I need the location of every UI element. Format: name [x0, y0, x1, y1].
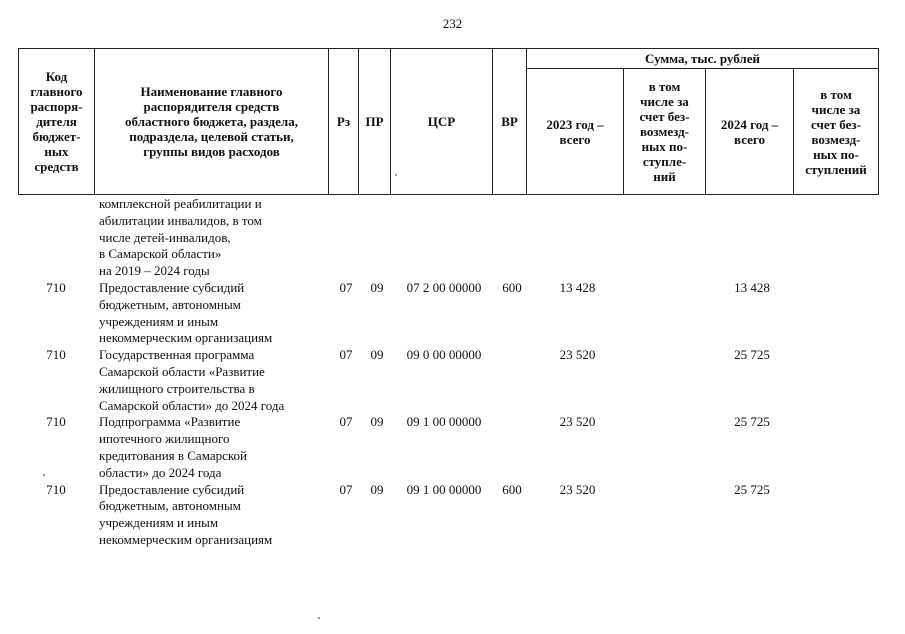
header-2024-free — [794, 69, 879, 195]
table-header — [18, 48, 879, 195]
row-csr: 07 2 00 00000 — [406, 279, 482, 295]
table-row — [18, 280, 888, 347]
row-pr: 09 — [370, 347, 384, 363]
row-code: 710 — [46, 347, 66, 363]
scan-speck — [318, 617, 320, 619]
header-2023-total — [527, 69, 624, 195]
header-2023-free-line: числе за — [640, 94, 689, 109]
row-name-line: Самарской области» до 2024 года — [99, 397, 285, 413]
row-name — [99, 196, 329, 280]
row-name — [99, 414, 329, 481]
row-name-line: комплексной реабилитации и — [99, 196, 262, 211]
header-code-line: Код — [45, 69, 68, 84]
row-pr: 09 — [370, 414, 384, 430]
header-2023-free-line: ступле- — [642, 154, 687, 169]
row-name-line: области» до 2024 года — [99, 464, 222, 480]
row-sum-2024: 25 725 — [734, 481, 770, 497]
row-name-line: некоммерческим организациям — [99, 330, 273, 346]
header-2023-free-line: возмезд- — [640, 124, 689, 139]
header-sum: Сумма, тыс. рублей — [527, 49, 879, 69]
header-2024-free-line: числе за — [811, 101, 861, 117]
header-vr: ВР — [493, 49, 527, 195]
header-2024-free-line: ных по- — [813, 146, 859, 162]
row-sum-2024: 25 725 — [734, 347, 770, 363]
row-vr: 600 — [502, 481, 522, 497]
row-name-line: Подпрограмма «Развитие — [99, 414, 241, 430]
header-name — [95, 49, 329, 195]
header-2023-free-line: ний — [653, 169, 676, 184]
row-name-line: в Самарской области» — [99, 246, 222, 262]
row-csr: 09 1 00 00000 — [406, 414, 482, 430]
header-2023-free-line: в том — [648, 79, 681, 94]
row-csr: 09 1 00 00000 — [406, 481, 482, 497]
row-code: 710 — [46, 481, 66, 497]
row-sum-2023: 23 520 — [559, 414, 596, 430]
row-name-line: Предоставление субсидий — [99, 481, 245, 497]
row-rz: 07 — [339, 347, 353, 363]
header-2024-free-line: ступлений — [805, 161, 867, 177]
row-name-line: некоммерческим организациям — [99, 531, 273, 547]
scan-speck — [43, 474, 45, 476]
header-code-line: бюджет- — [32, 129, 81, 144]
header-code-line: распоря- — [30, 99, 83, 114]
header-2024-free-line: в том — [820, 86, 852, 102]
row-name-line: учреждениям и иным — [99, 313, 219, 329]
row-csr: 09 0 00 00000 — [406, 347, 482, 363]
header-2023-line: 2023 год – — [546, 116, 604, 132]
header-name-line: подраздела, целевой статьи, — [129, 129, 294, 144]
row-name-line: ипотечного жилищного — [99, 431, 230, 447]
row-name-line: учреждениям и иным — [99, 515, 219, 531]
header-code-line: ных — [44, 144, 69, 159]
scan-speck — [395, 174, 397, 176]
row-rz: 07 — [339, 481, 353, 497]
header-name-line: распорядителя средств — [143, 99, 280, 114]
header-code-line: средств — [34, 159, 79, 174]
row-sum-2024: 13 428 — [734, 279, 770, 295]
table-body — [18, 196, 888, 549]
header-name-line: областного бюджета, раздела, — [125, 114, 298, 129]
row-name — [99, 482, 329, 549]
row-name — [99, 347, 329, 414]
row-name-line: на 2019 – 2024 годы — [99, 263, 210, 279]
header-2024-line: 2024 год – — [720, 116, 779, 132]
header-2024-free-line: счет без- — [811, 116, 861, 132]
header-2023-free-line: счет без- — [639, 109, 690, 124]
header-2023-free-line: ных по- — [641, 139, 688, 154]
header-name-line: Наименование главного — [140, 84, 283, 99]
row-name — [99, 280, 329, 347]
row-name-line: бюджетным, автономным — [99, 498, 241, 514]
row-sum-2024: 25 725 — [734, 414, 770, 430]
row-name-line: Предоставление субсидий — [99, 279, 245, 295]
row-code: 710 — [46, 414, 66, 430]
row-name-line: жилищного строительства в — [99, 380, 255, 396]
header-pr: ПР — [359, 49, 391, 195]
header-2023-line: всего — [559, 131, 591, 147]
row-name-line: бюджетным, автономным — [99, 296, 241, 312]
row-name-line: Государственная программа — [99, 347, 255, 363]
table-row — [18, 414, 888, 481]
header-code-line: дителя — [36, 114, 77, 129]
row-pr: 09 — [370, 481, 384, 497]
table-row — [18, 196, 888, 280]
table-row — [18, 347, 888, 414]
row-name-line: абилитации инвалидов, в том — [99, 212, 262, 228]
table-row — [18, 482, 888, 549]
header-code — [19, 49, 95, 195]
row-name-line: числе детей-инвалидов, — [99, 229, 231, 245]
row-name-line: Самарской области «Развитие — [99, 363, 265, 379]
row-rz: 07 — [339, 279, 353, 295]
header-code-line: главного — [30, 84, 83, 99]
header-2024-line: всего — [734, 131, 765, 147]
row-sum-2023: 23 520 — [559, 347, 596, 363]
header-2024-total — [706, 69, 794, 195]
row-pr: 09 — [370, 279, 384, 295]
row-sum-2023: 13 428 — [559, 279, 596, 295]
row-name-line: кредитования в Самарской — [99, 447, 247, 463]
header-2024-free-line: возмезд- — [811, 131, 861, 147]
row-vr: 600 — [502, 279, 522, 295]
header-name-line: группы видов расходов — [143, 144, 280, 159]
page-number: 232 — [442, 16, 463, 31]
header-csr: ЦСР — [391, 49, 493, 195]
row-rz: 07 — [339, 414, 353, 430]
row-code: 710 — [46, 279, 66, 295]
header-2023-free — [624, 69, 706, 195]
header-rz: Рз — [329, 49, 359, 195]
row-sum-2023: 23 520 — [559, 481, 596, 497]
